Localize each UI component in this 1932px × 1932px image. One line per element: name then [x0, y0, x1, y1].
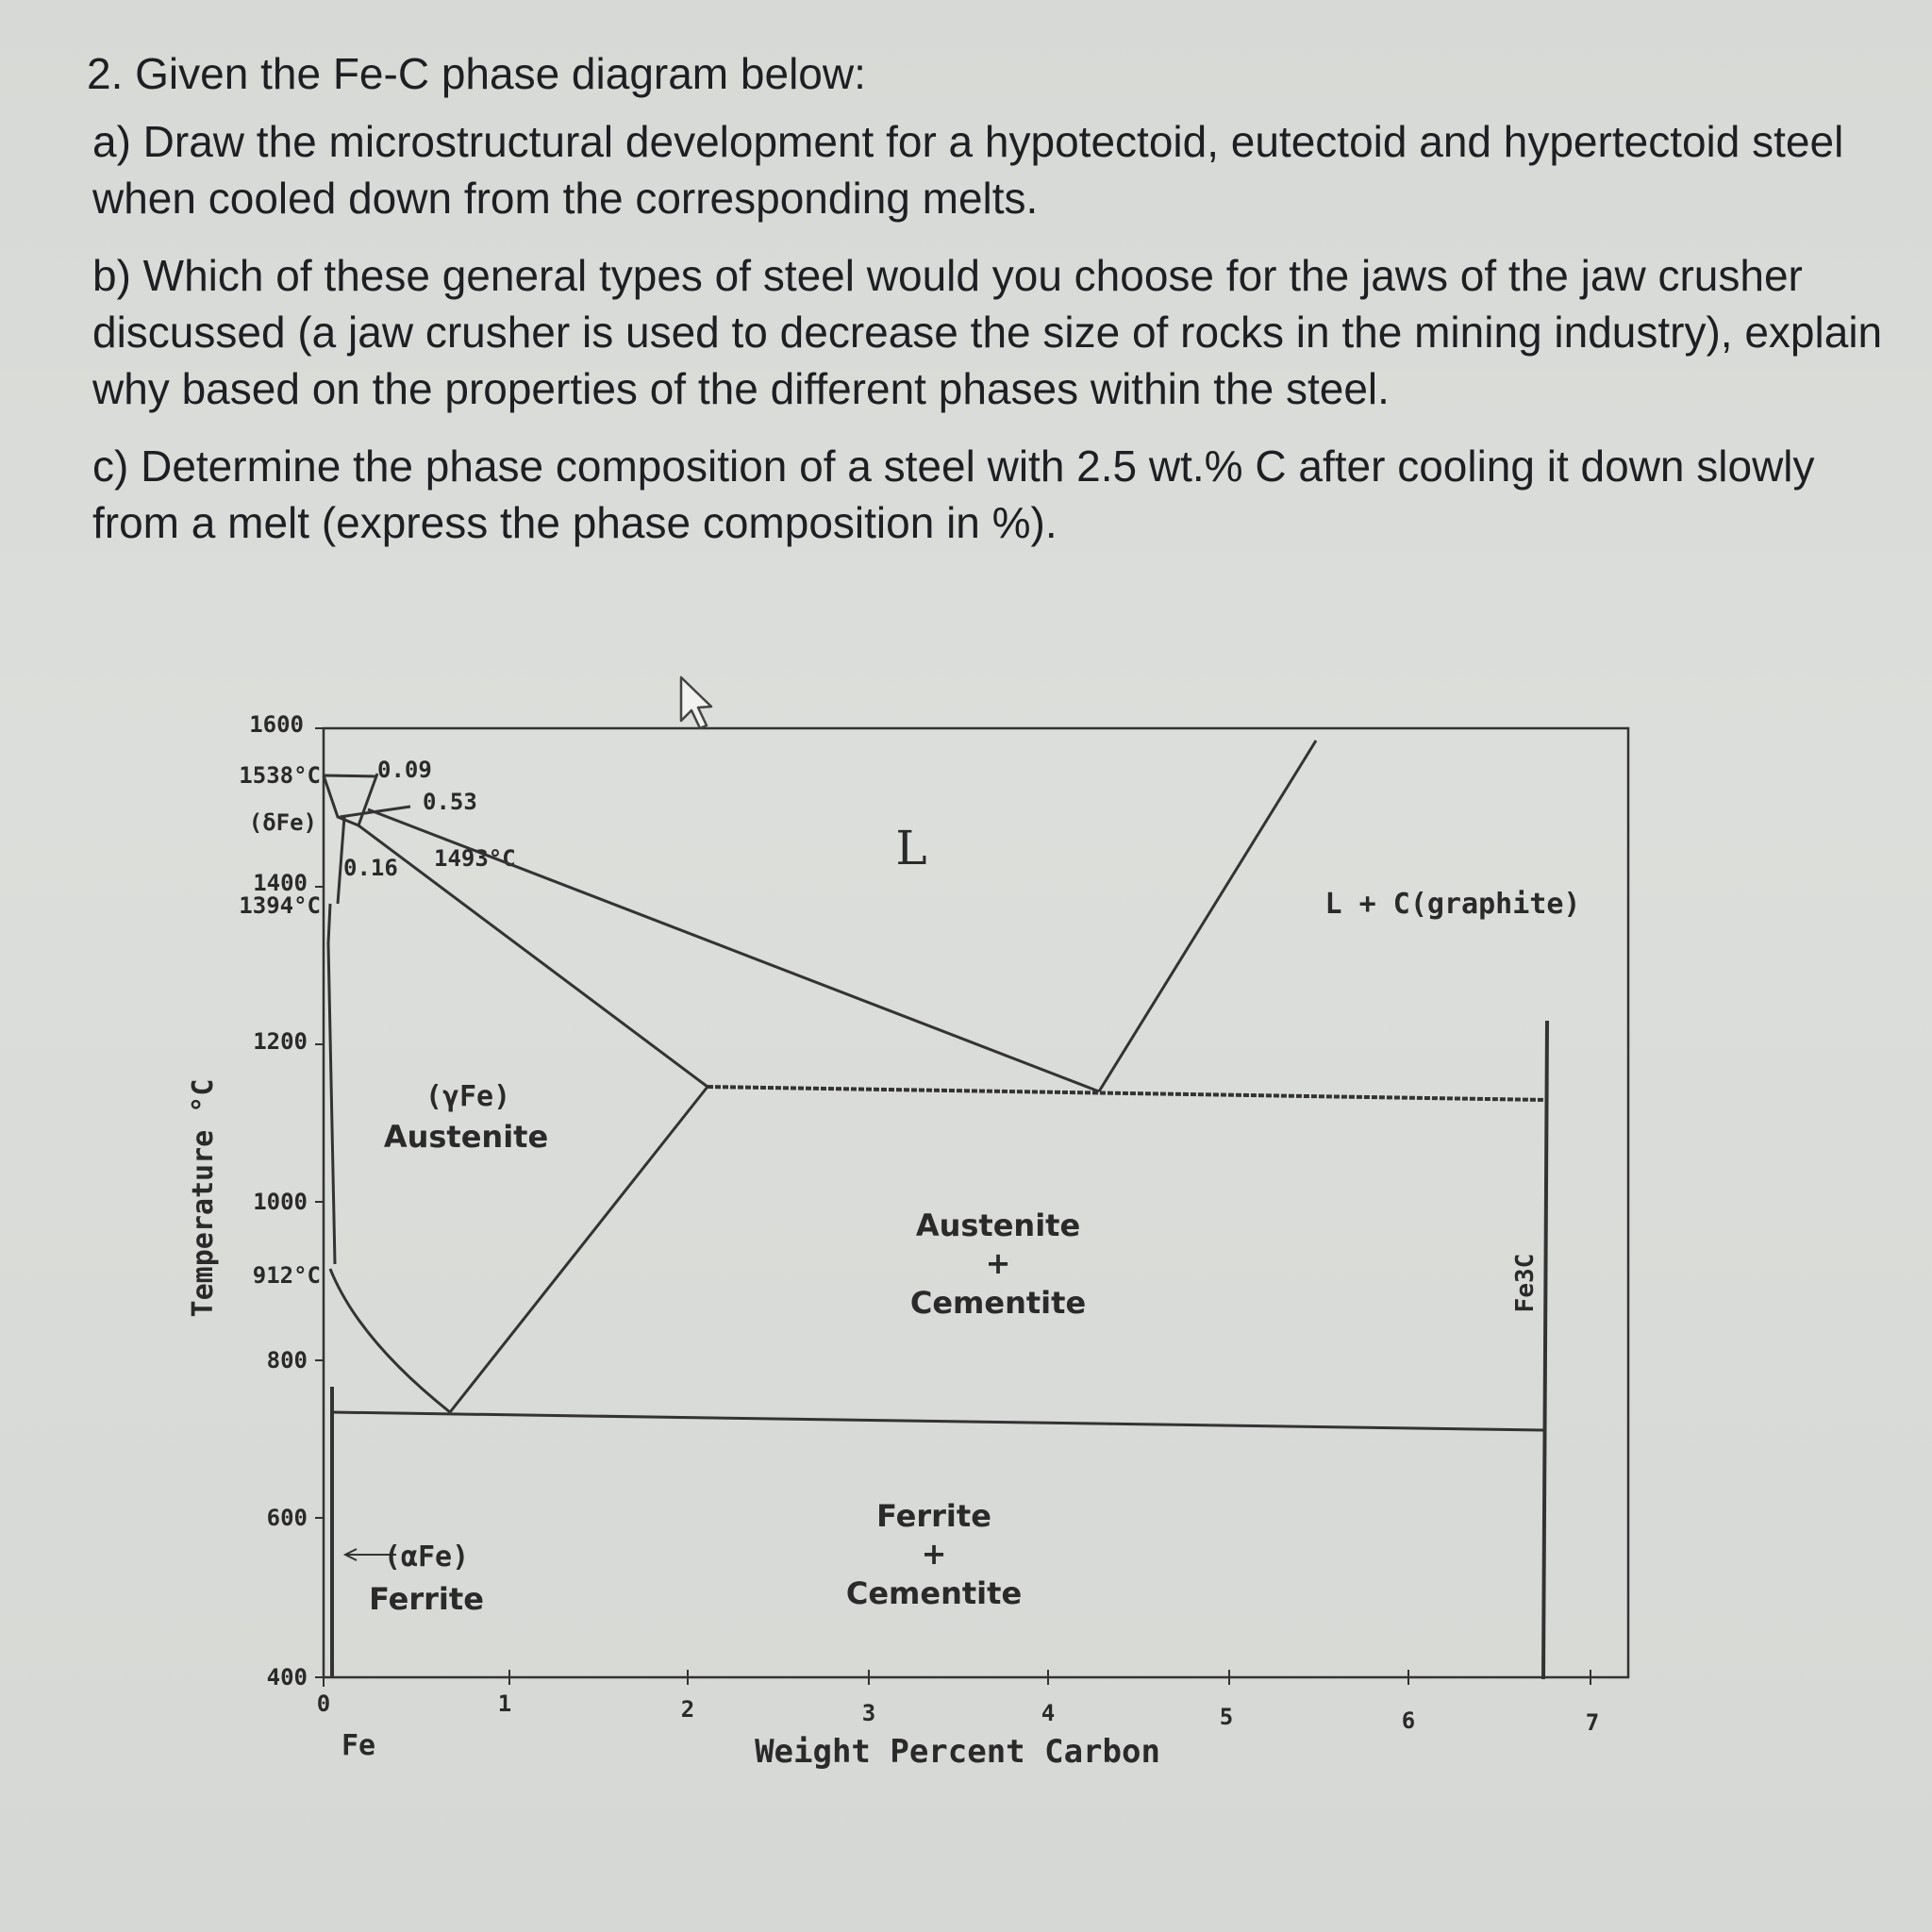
- temp-1394-label: 1394°C: [239, 892, 321, 919]
- y-axis-label: Temperature °C: [187, 1078, 220, 1318]
- carbon-0.09-label: 0.09: [377, 757, 432, 783]
- carbon-0.16-label: 0.16: [343, 855, 398, 881]
- carbon-0.53-label: 0.53: [423, 789, 477, 815]
- region-ferrite-cementite-bottom: Cementite: [845, 1575, 1023, 1611]
- region-plus-1: +: [985, 1245, 1011, 1281]
- temp-1493-label: 1493°C: [434, 845, 516, 872]
- x-tick-6: 6: [1401, 1707, 1416, 1734]
- x-tick-1: 1: [497, 1690, 512, 1717]
- region-gamma-fe: (γFe): [425, 1080, 511, 1113]
- region-liquid-graphite: L + C(graphite): [1324, 888, 1581, 921]
- x-tick-3: 3: [861, 1700, 876, 1726]
- region-liquid: L: [895, 821, 927, 875]
- temp-1538-label: 1538°C: [239, 762, 321, 789]
- region-austenite-cementite-bottom: Cementite: [909, 1285, 1087, 1321]
- fe-label: Fe: [341, 1729, 376, 1762]
- mouse-pointer-icon: [681, 677, 711, 728]
- plot-frame: [324, 728, 1628, 1677]
- delta-fe-label: (δFe): [248, 809, 317, 836]
- question-part-b: b) Which of these general types of steel would you choose for the jaws of the jaw crusher discussed (a jaw crusher is used to decrease the size of rocks in the mining industry), explain why based on the properties of the different phases within the steel.: [92, 251, 1883, 413]
- x-tick-0: 0: [316, 1690, 331, 1717]
- question-part-a: a) Draw the microstructural development for a hypotectoid, eutectoid and hypertectoid steel when cooled down from the corresponding melts.: [92, 117, 1844, 223]
- region-alpha-fe: (αFe): [383, 1541, 470, 1574]
- region-ferrite-cementite-top: Ferrite: [876, 1498, 991, 1534]
- y-tick-600: 600: [266, 1505, 308, 1531]
- y-tick-1200: 1200: [253, 1028, 308, 1055]
- y-tick-800: 800: [266, 1347, 308, 1374]
- temp-912-label: 912°C: [252, 1262, 321, 1289]
- x-tick-2: 2: [680, 1696, 695, 1723]
- x-tick-4: 4: [1041, 1700, 1056, 1726]
- question-part-c: c) Determine the phase composition of a steel with 2.5 wt.% C after cooling it down slowly from a melt (express the phase composition in %).: [92, 441, 1815, 547]
- x-axis-label: Weight Percent Carbon: [755, 1733, 1160, 1771]
- y-tick-400: 400: [266, 1664, 308, 1690]
- y-tick-1000: 1000: [253, 1189, 308, 1215]
- y-tick-1600: 1600: [249, 711, 304, 738]
- region-austenite: Austenite: [383, 1119, 549, 1155]
- x-tick-5: 5: [1219, 1704, 1234, 1730]
- y-tick-marks: [315, 728, 324, 1677]
- x-tick-7: 7: [1585, 1709, 1600, 1736]
- fe3c-label: Fe3C: [1511, 1253, 1540, 1313]
- region-ferrite: Ferrite: [369, 1581, 484, 1617]
- y-tick-1400: 1400: [253, 870, 308, 896]
- region-austenite-cementite-top: Austenite: [915, 1208, 1081, 1243]
- question-title: 2. Given the Fe-C phase diagram below:: [87, 49, 866, 98]
- region-plus-2: +: [921, 1536, 947, 1572]
